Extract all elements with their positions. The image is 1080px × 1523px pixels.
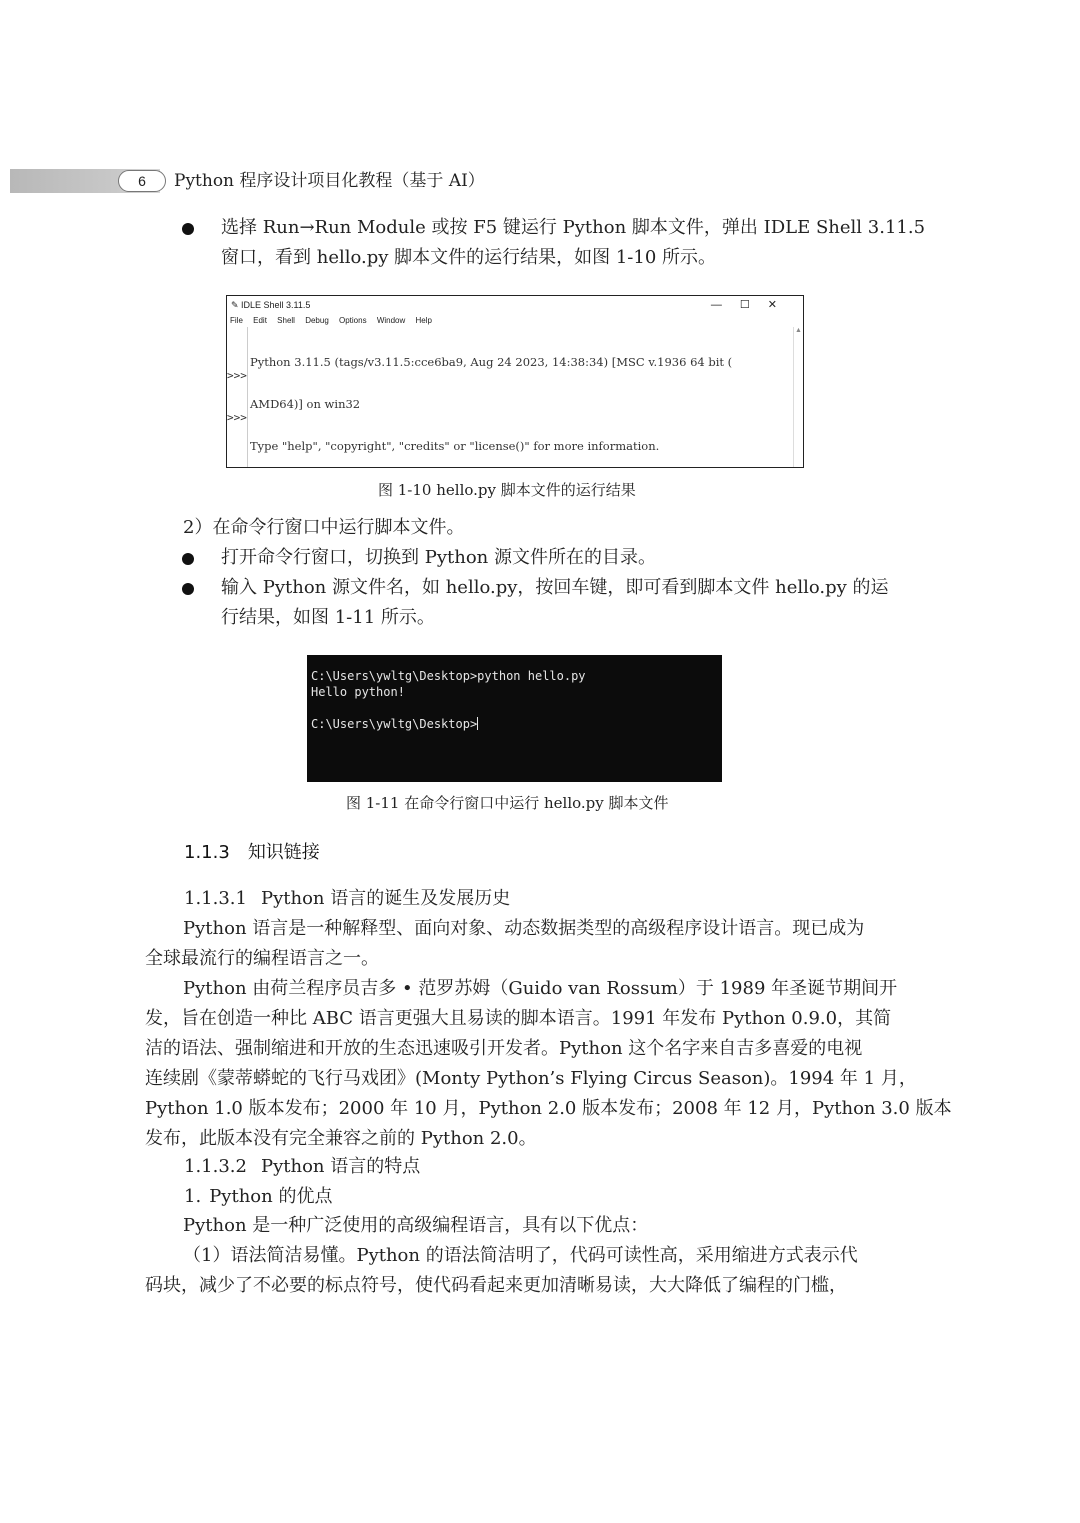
section-number: 1.1.3: [184, 842, 230, 863]
bullet-line: 输入 Python 源文件名，如 hello.py，按回车键，即可看到脚本文件 hello.py 的运: [221, 577, 889, 598]
subsection-title: Python 语言的特点: [260, 1156, 421, 1177]
subsection-title: Python 语言的诞生及发展历史: [260, 888, 511, 909]
prompt: [227, 355, 247, 369]
section-title: 知识链接: [247, 842, 320, 863]
bullet-line: 行结果，如图 1-11 所示。: [221, 607, 435, 628]
prompt: [227, 383, 247, 397]
idle-menubar: [227, 314, 803, 327]
output-line: Python 3.11.5 (tags/v3.11.5:cce6ba9, Aug 24 2023, 14:38:34) [MSC v.1936 64 bit (: [250, 355, 733, 369]
idle-titlebar: [227, 296, 803, 314]
idle-title: IDLE Shell 3.11.5: [241, 300, 311, 310]
prompt: [227, 341, 247, 355]
subsection-heading: [184, 1182, 332, 1212]
subsection-number: 1.1.3.1: [184, 888, 247, 909]
bullet-line: 打开命令行窗口，切换到 Python 源文件所在的目录。: [221, 547, 656, 568]
paragraph-history: [145, 974, 952, 1154]
prompt: >>>: [227, 411, 247, 424]
prompt: [227, 327, 247, 341]
paragraph-line: Python 是一种广泛使用的高级编程语言，具有以下优点：: [183, 1215, 649, 1236]
menu-window[interactable]: Window: [376, 316, 406, 325]
bullet-text: [221, 573, 889, 633]
window-controls: [711, 296, 795, 314]
text-cursor: [477, 717, 478, 730]
subsection-heading: [184, 1152, 420, 1182]
cmd-line: Hello python!: [311, 685, 405, 699]
paragraph-line: Python 1.0 版本发布；2000 年 10 月，Python 2.0 版本发布；2008 年 12 月，Python 3.0 版本: [145, 1098, 952, 1119]
bullet-text: [221, 213, 926, 273]
bullet-icon: [182, 553, 194, 565]
prompt: >>>: [227, 369, 247, 382]
minimize-icon[interactable]: —: [710, 299, 740, 311]
output-line: AMD64)] on win32: [250, 397, 361, 411]
paragraph-line: 码块，减少了不必要的标点符号，使代码看起来更加清晰易读，大大降低了编程的门槛，: [145, 1275, 847, 1296]
figure-1-10-caption: 图 1-10 hello.py 脚本文件的运行结果: [378, 481, 636, 499]
idle-shell-window: [226, 295, 804, 468]
paragraph-line: Python 语言是一种解释型、面向对象、动态数据类型的高级程序设计语言。现已成为: [183, 918, 865, 939]
section-heading: [184, 840, 320, 866]
bullet-text: [221, 543, 886, 573]
close-icon[interactable]: ✕: [767, 299, 795, 311]
menu-edit[interactable]: Edit: [253, 316, 267, 325]
paragraph-line: 洁的语法、强制缩进和开放的生态迅速吸引开发者。Python 这个名字来自吉多喜爱的电视: [145, 1038, 863, 1059]
menu-file[interactable]: File: [230, 316, 243, 325]
bullet-icon: [182, 583, 194, 595]
step-2: 2）在命令行窗口中运行脚本文件。: [183, 517, 465, 538]
page-number: 6: [118, 170, 166, 192]
subsection-heading: [184, 884, 510, 914]
cmd-window: [307, 655, 722, 782]
idle-scrollbar[interactable]: ▲: [793, 327, 803, 467]
paragraph-line: 发，旨在创造一种比 ABC 语言更强大且易读的脚本语言。1991 年发布 Python 0.9.0，其简: [145, 1008, 892, 1029]
paragraph-line: （1）语法简洁易懂。Python 的语法简洁明了，代码可读性高，采用缩进方式表示代: [183, 1245, 858, 1266]
prompt: [227, 397, 247, 411]
subsection-title: Python 的优点: [209, 1186, 333, 1207]
maximize-icon[interactable]: ☐: [739, 299, 768, 311]
subsection-number: 1.1.3.2: [184, 1156, 247, 1177]
idle-app-icon: ✎: [231, 300, 239, 310]
bullet-run-file: [180, 573, 890, 635]
cmd-line: C:\Users\ywltg\Desktop>python hello.py: [311, 669, 586, 683]
idle-prompt-gutter: [227, 327, 248, 467]
menu-help[interactable]: Help: [415, 316, 432, 325]
menu-shell[interactable]: Shell: [277, 316, 295, 325]
bullet-line: 窗口，看到 hello.py 脚本文件的运行结果，如图 1-10 所示。: [221, 247, 717, 268]
subsection-number: 1.: [184, 1186, 202, 1207]
paragraph-line: 发布，此版本没有完全兼容之前的 Python 2.0。: [145, 1128, 537, 1149]
figure-1-11-caption: 图 1-11 在命令行窗口中运行 hello.py 脚本文件: [346, 794, 669, 812]
menu-debug[interactable]: Debug: [305, 316, 329, 325]
paragraph-line: 全球最流行的编程语言之一。: [145, 948, 379, 969]
idle-output: [250, 327, 791, 468]
bullet-line: 选择 Run→Run Module 或按 F5 键运行 Python 脚本文件，弹出 IDLE Shell 3.11.5: [221, 217, 926, 238]
idle-body[interactable]: [227, 327, 803, 467]
paragraph-line: Python 由荷兰程序员吉多 • 范罗苏姆（Guido van Rossum）于 1989 年圣诞节期间开: [183, 978, 898, 999]
cmd-prompt-line[interactable]: [311, 717, 478, 731]
cmd-prompt: C:\Users\ywltg\Desktop>: [311, 717, 478, 731]
paragraph-line: 连续剧《蒙蒂蟒蛇的飞行马戏团》(Monty Python’s Flying Circus Season)。1994 年 1 月，: [145, 1068, 917, 1089]
book-title: Python 程序设计项目化教程（基于 AI）: [174, 171, 485, 191]
output-line: Type "help", "copyright", "credits" or "license()" for more information.: [250, 439, 660, 453]
bullet-icon: [182, 223, 194, 235]
paragraph-syntax: [145, 1241, 885, 1301]
menu-options[interactable]: Options: [339, 316, 367, 325]
bullet-run-module: [180, 213, 926, 275]
bullet-open-cmd: [180, 543, 890, 573]
paragraph-intro: [145, 914, 885, 974]
paragraph-advantages: [145, 1211, 885, 1241]
